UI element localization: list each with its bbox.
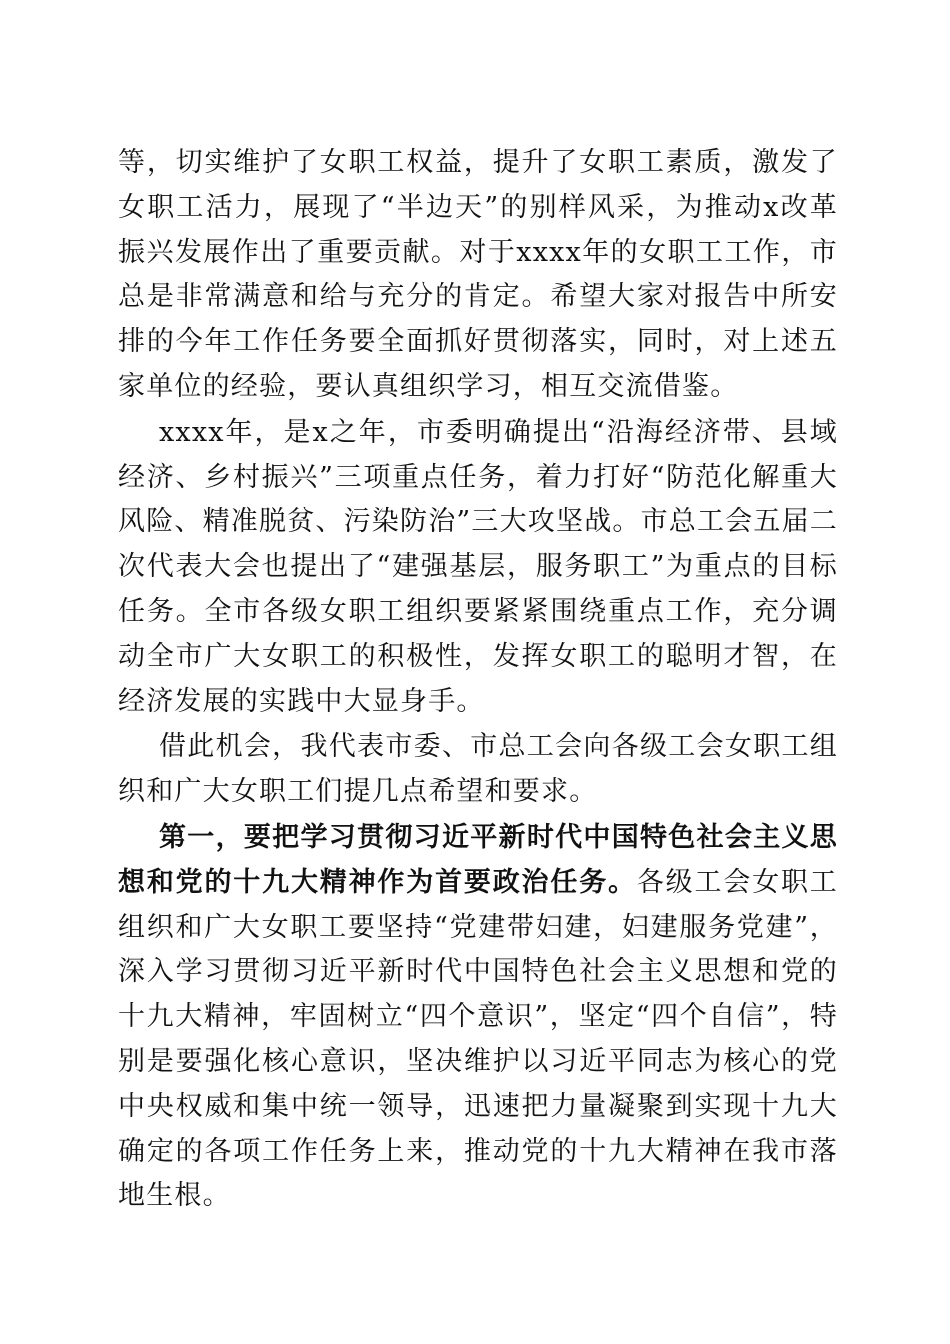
- first-requirement-heading: 第一，要把学习贯彻习近平新时代中国特色社会主义思想和党的十九大精神作为首要政治任务。: [118, 821, 838, 898]
- paragraph-continuation: 等，切实维护了女职工权益，提升了女职工素质，激发了女职工活力，展现了“半边天”的别样风采，为推动x改革振兴发展作出了重要贡献。对于xxxx年的女职工工作，市总是非常满意和给与充分的肯定。希望大家对报告中所安排的今年工作任务要全面抓好贯彻落实，同时，对上述五家单位的经验，要认真组织学习，相互交流借鉴。: [118, 147, 838, 402]
- paragraph-first-requirement: [118, 816, 838, 1219]
- document-body: [118, 141, 838, 1219]
- paragraph-year-tasks: xxxx年，是x之年，市委明确提出“沿海经济带、县域经济、乡村振兴”三项重点任务，着力打好“防范化解重大风险、精准脱贫、污染防治”三大攻坚战。市总工会五届二次代表大会也提出了“建强基层，服务职工”为重点的目标任务。全市各级女职工组织要紧紧围绕重点工作，充分调动全市广大女职工的积极性，发挥女职工的聪明才智，在经济发展的实践中大显身手。: [118, 416, 839, 717]
- paragraph-requirements-intro: 借此机会，我代表市委、市总工会向各级工会女职工组织和广大女职工们提几点希望和要求。: [118, 731, 838, 808]
- first-requirement-body: 各级工会女职工组织和广大女职工要坚持“党建带妇建，妇建服务党建”，深入学习贯彻习近平新时代中国特色社会主义思想和党的十九大精神，牢固树立“四个意识”，坚定“四个自信”，特别是要强化核心意识，坚决维护以习近平同志为核心的党中央权威和集中统一领导，迅速把力量凝聚到实现十九大确定的各项工作任务上来，推动党的十九大精神在我市落地生根。: [118, 866, 838, 1212]
